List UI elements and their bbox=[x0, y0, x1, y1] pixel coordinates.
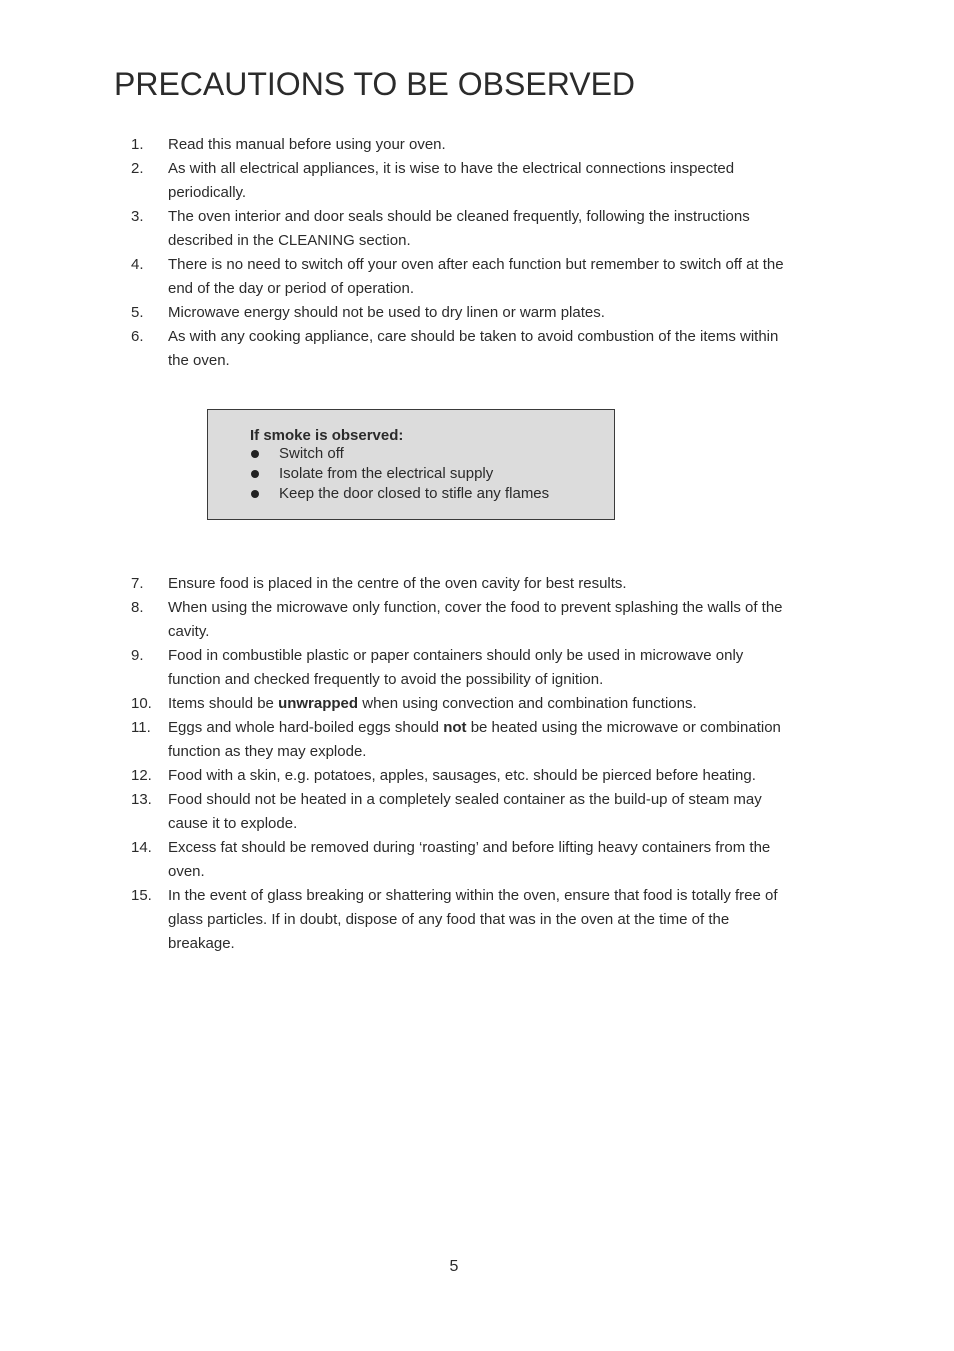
list-item bbox=[0, 572, 788, 596]
item-text-lead: Eggs and whole hard-boiled eggs should bbox=[168, 719, 444, 736]
list-item bbox=[0, 692, 788, 716]
item-number: 10. bbox=[131, 695, 152, 712]
smoke-warning-text: Keep the door closed to stifle any flames bbox=[279, 485, 550, 502]
page-number: 5 bbox=[449, 1258, 459, 1275]
item-number: 14. bbox=[131, 839, 152, 856]
item-number: 6. bbox=[131, 328, 144, 345]
list-item bbox=[0, 836, 788, 884]
bullet-icon bbox=[251, 450, 259, 458]
list-item bbox=[0, 788, 788, 836]
item-text-trail: be heated using the microwave or combination function as they may explode. bbox=[168, 719, 781, 760]
item-text: The oven interior and door seals should be cleaned frequently, following the instructions described in the CLEANING section. bbox=[168, 208, 750, 249]
list-item bbox=[0, 133, 788, 157]
item-number: 1. bbox=[131, 136, 144, 153]
item-emphasis: unwrapped bbox=[278, 695, 359, 712]
list-item bbox=[0, 253, 788, 301]
list-item bbox=[0, 301, 788, 325]
precautions-list-first bbox=[0, 133, 954, 373]
item-text-lead: Items should be bbox=[168, 695, 279, 712]
smoke-warning-text: Isolate from the electrical supply bbox=[279, 465, 494, 482]
smoke-warning-heading: If smoke is observed: bbox=[250, 427, 404, 444]
list-item bbox=[0, 716, 788, 764]
item-text: Food with a skin, e.g. potatoes, apples, sausages, etc. should be pierced before heating. bbox=[168, 767, 756, 784]
item-text-trail: when using convection and combination functions. bbox=[358, 695, 697, 712]
smoke-warning-box bbox=[207, 409, 615, 520]
item-number: 9. bbox=[131, 647, 144, 664]
smoke-warning-item bbox=[250, 464, 549, 484]
item-text: As with any cooking appliance, care should be taken to avoid combustion of the items within the oven. bbox=[168, 328, 779, 369]
item-number: 8. bbox=[131, 599, 144, 616]
item-number: 4. bbox=[131, 256, 144, 273]
item-number: 3. bbox=[131, 208, 144, 225]
item-number: 2. bbox=[131, 160, 144, 177]
item-text: Ensure food is placed in the centre of the oven cavity for best results. bbox=[168, 575, 627, 592]
item-number: 13. bbox=[131, 791, 152, 808]
list-item bbox=[0, 644, 788, 692]
list-item bbox=[0, 764, 788, 788]
item-text: There is no need to switch off your oven after each function but remember to switch off at the end of the day or period of operation. bbox=[168, 256, 784, 297]
item-text: Food should not be heated in a completely sealed container as the build-up of steam may cause it to explode. bbox=[168, 791, 762, 832]
item-text: Microwave energy should not be used to dry linen or warm plates. bbox=[168, 304, 605, 321]
item-text: Read this manual before using your oven. bbox=[168, 136, 446, 153]
list-item bbox=[0, 596, 788, 644]
item-number: 12. bbox=[131, 767, 152, 784]
item-number: 15. bbox=[131, 887, 152, 904]
bullet-icon bbox=[251, 490, 259, 498]
smoke-warning-text: Switch off bbox=[279, 445, 344, 462]
list-item bbox=[0, 325, 788, 373]
list-item bbox=[0, 205, 788, 253]
smoke-warning-item bbox=[250, 484, 549, 504]
item-text: Excess fat should be removed during ‘roasting’ and before lifting heavy containers from the oven. bbox=[168, 839, 771, 880]
list-item bbox=[0, 157, 788, 205]
list-item bbox=[0, 884, 788, 956]
item-number: 11. bbox=[131, 719, 151, 736]
item-text: When using the microwave only function, cover the food to prevent splashing the walls of the cavity. bbox=[168, 599, 783, 640]
item-number: 5. bbox=[131, 304, 144, 321]
page-title: PRECAUTIONS TO BE OBSERVED bbox=[114, 66, 636, 102]
item-number: 7. bbox=[131, 575, 144, 592]
precautions-list-second bbox=[0, 572, 954, 956]
bullet-icon bbox=[251, 470, 259, 478]
item-text: Food in combustible plastic or paper containers should only be used in microwave only function and checked frequently to avoid the possibility of ignition. bbox=[168, 647, 744, 688]
smoke-warning-list bbox=[250, 444, 549, 504]
smoke-warning-item bbox=[250, 444, 549, 464]
item-emphasis: not bbox=[443, 719, 467, 736]
item-text: As with all electrical appliances, it is wise to have the electrical connections inspected periodically. bbox=[168, 160, 735, 201]
item-text: In the event of glass breaking or shattering within the oven, ensure that food is totally free of glass particles. If in doubt, dispose of any food that was in the oven at the time of the breakage. bbox=[168, 887, 778, 952]
